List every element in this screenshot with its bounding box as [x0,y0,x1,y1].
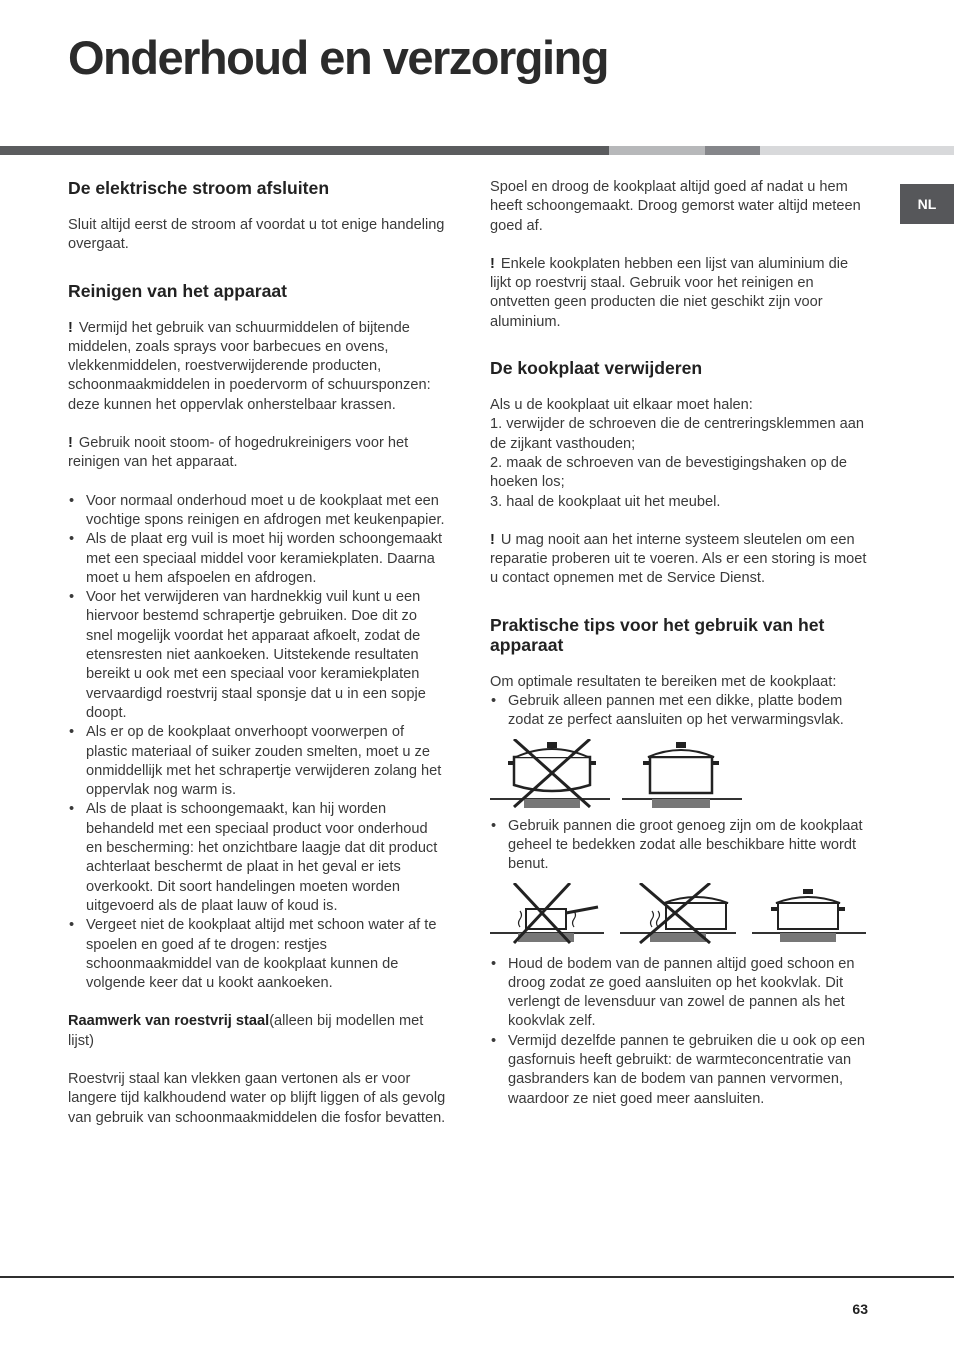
header-bar-segment [609,146,705,155]
section-heading-cleaning: Reinigen van het apparaat [68,280,288,301]
warning-mark: ! [68,435,73,452]
small-pot-wrong-icon [620,883,736,943]
flat-bottom-figure [490,739,750,811]
section-heading-power-off: De elektrische stroom afsluiten [68,178,330,198]
warning-aluminium [490,255,868,332]
list-item: • Gebruik pannen die groot genoeg zijn om de kookplaat geheel te bedekken zodat alle beschikbare hitte wordt benut. [490,817,868,875]
frame-heading [68,1012,446,1051]
warning-service [490,531,868,589]
warning-mark: ! [490,531,495,548]
pan-size-figure [490,883,868,949]
rinse-text: Spoel en droog de kookplaat altijd goed af nadat u hem heeft schoongemaakt. Droog gemorst water altijd meteen goed af. [490,179,861,234]
frame-text: Roestvrij staal kan vlekken gaan vertonen als er voor langere tijd kalkhoudend water op blijft liggen of als gevolg van gebruik van schoonmaakmiddelen die fosfor bevatten. [68,1070,446,1126]
cleaning-list [68,492,446,994]
left-column [68,178,446,1128]
section-heading-remove: De kookplaat verwijderen [490,358,703,379]
list-item: • Als de plaat is schoongemaakt, kan hij worden behandeld met een speciaal product voor onderhoud en bescherming: het onzichtbare laagje dat dit product achterlaat beschermt de plaat in het geval er iets overkookt. Dit soort handelingen moeten worden uitgevoerd als de plaat lauw of koud is. [68,800,446,916]
power-off-text: Sluit altijd eerst de stroom af voordat u tot enige handeling overgaat. [68,217,445,253]
tips-list-3 [490,955,868,1109]
list-item: • Voor normaal onderhoud moet u de kookplaat met een vochtige spons reinigen en afdrogen met keukenpapier. [68,492,446,531]
list-item: • Vergeet niet de kookplaat altijd met schoon water af te spoelen en goed af te drogen: restjes schoonmaakmiddel van de kookplaat kunnen de volgende keer dat u kookt aankoeken. [68,916,446,993]
remove-step: 2. maak de schroeven van de bevestigingshaken op de hoeken los; [490,454,847,491]
warning-abrasives [68,319,446,415]
footer-rule [0,1276,954,1278]
list-item: • Houd de bodem van de pannen altijd goed schoon en droog zodat ze goed aansluiten op het kookvlak. Dit verlengt de levensduur van zowel de pannen als het kookvlak zelf. [490,955,868,1032]
list-item: • Als de plaat erg vuil is moet hij worden schoongemaakt met een speciaal middel voor keramiekplaten. Daarna moet u hem afspoelen en afdrogen. [68,530,446,588]
page-number: 63 [852,1301,868,1317]
language-tab: NL [900,184,954,224]
frame-heading-note: (alleen bij modellen met lijst) [68,1013,424,1049]
pot-wrong-icon [490,739,610,808]
tips-intro: Om optimale resultaten te bereiken met de kookplaat: [490,673,837,690]
right-column [490,178,868,1109]
warning-mark: ! [68,319,73,336]
list-item: • Vermijd dezelfde pannen te gebruiken die u ook op een gasfornuis heeft gebruikt: de warmteconcentratie van gasbranders kan de bodem van pannen vervormen, waardoor ze niet goed meer aansluiten. [490,1032,868,1109]
section-heading-tips: Praktische tips voor het gebruik van het apparaat [490,614,825,655]
list-item: • Als er op de kookplaat onverhoopt voorwerpen of plastic materiaal of suiker zouden smelten, moet u ze onmiddellijk met het schrapertje verwijderen zolang het oppervlak nog warm is. [68,723,446,800]
tips-list-2 [490,817,868,875]
remove-step: 3. haal de kookplaat uit het meubel. [490,493,721,510]
warning-steam-text: Gebruik nooit stoom- of hogedrukreinigers voor het reinigen van het apparaat. [68,435,409,471]
page-title: Onderhoud en verzorging [68,31,608,84]
warning-abrasives-text: Vermijd het gebruik van schuurmiddelen of bijtende middelen, zoals sprays voor barbecues en ovens, vlekkenmiddelen, roestverwijderende producten, schoonmaakmiddelen in poedervorm of schuursponzen: deze kunnen het oppervlak onherstelbaar krassen. [68,319,431,413]
small-pan-wrong-icon [490,883,604,943]
warning-steam [68,434,446,473]
remove-step: 1. verwijder de schroeven die de centreringsklemmen aan de zijkant vasthouden; [490,416,864,452]
list-item: • Voor het verwijderen van hardnekkig vuil kunt u een hiervoor bestemd schrapertje gebruiken. Doe dit zo snel mogelijk voordat het apparaat afkoelt, zodat de etensresten niet aankoeken. Uitstekende resultaten bereikt u ook met een speciaal voor keramiekplaten vervaardigd roestvrij staal sponsje dat u in een sopje doopt. [68,588,446,723]
frame-heading-bold: Raamwerk van roestvrij staal [68,1013,270,1030]
warning-aluminium-text: Enkele kookplaten hebben een lijst van aluminium die lijkt op roestvrij staal. Gebruik voor het reinigen en ontvetten geen producten die niet geschikt zijn voor aluminium. [490,255,849,330]
pot-correct-icon [622,742,742,808]
tips-list-1 [490,692,868,731]
header-bar-segment [0,146,609,155]
warning-service-text: U mag nooit aan het interne systeem sleutelen om een reparatie proberen uit te voeren. Als er een storing is moet u contact opnemen met de Service Dienst. [490,531,867,587]
pot-size-correct-icon [752,889,866,942]
remove-intro: Als u de kookplaat uit elkaar moet halen: [490,397,753,414]
header-bar-segment [705,146,760,155]
warning-mark: ! [490,255,495,272]
list-item: • Gebruik alleen pannen met een dikke, platte bodem zodat ze perfect aansluiten op het verwarmingsvlak. [490,692,868,731]
header-bar-segment [760,146,954,155]
